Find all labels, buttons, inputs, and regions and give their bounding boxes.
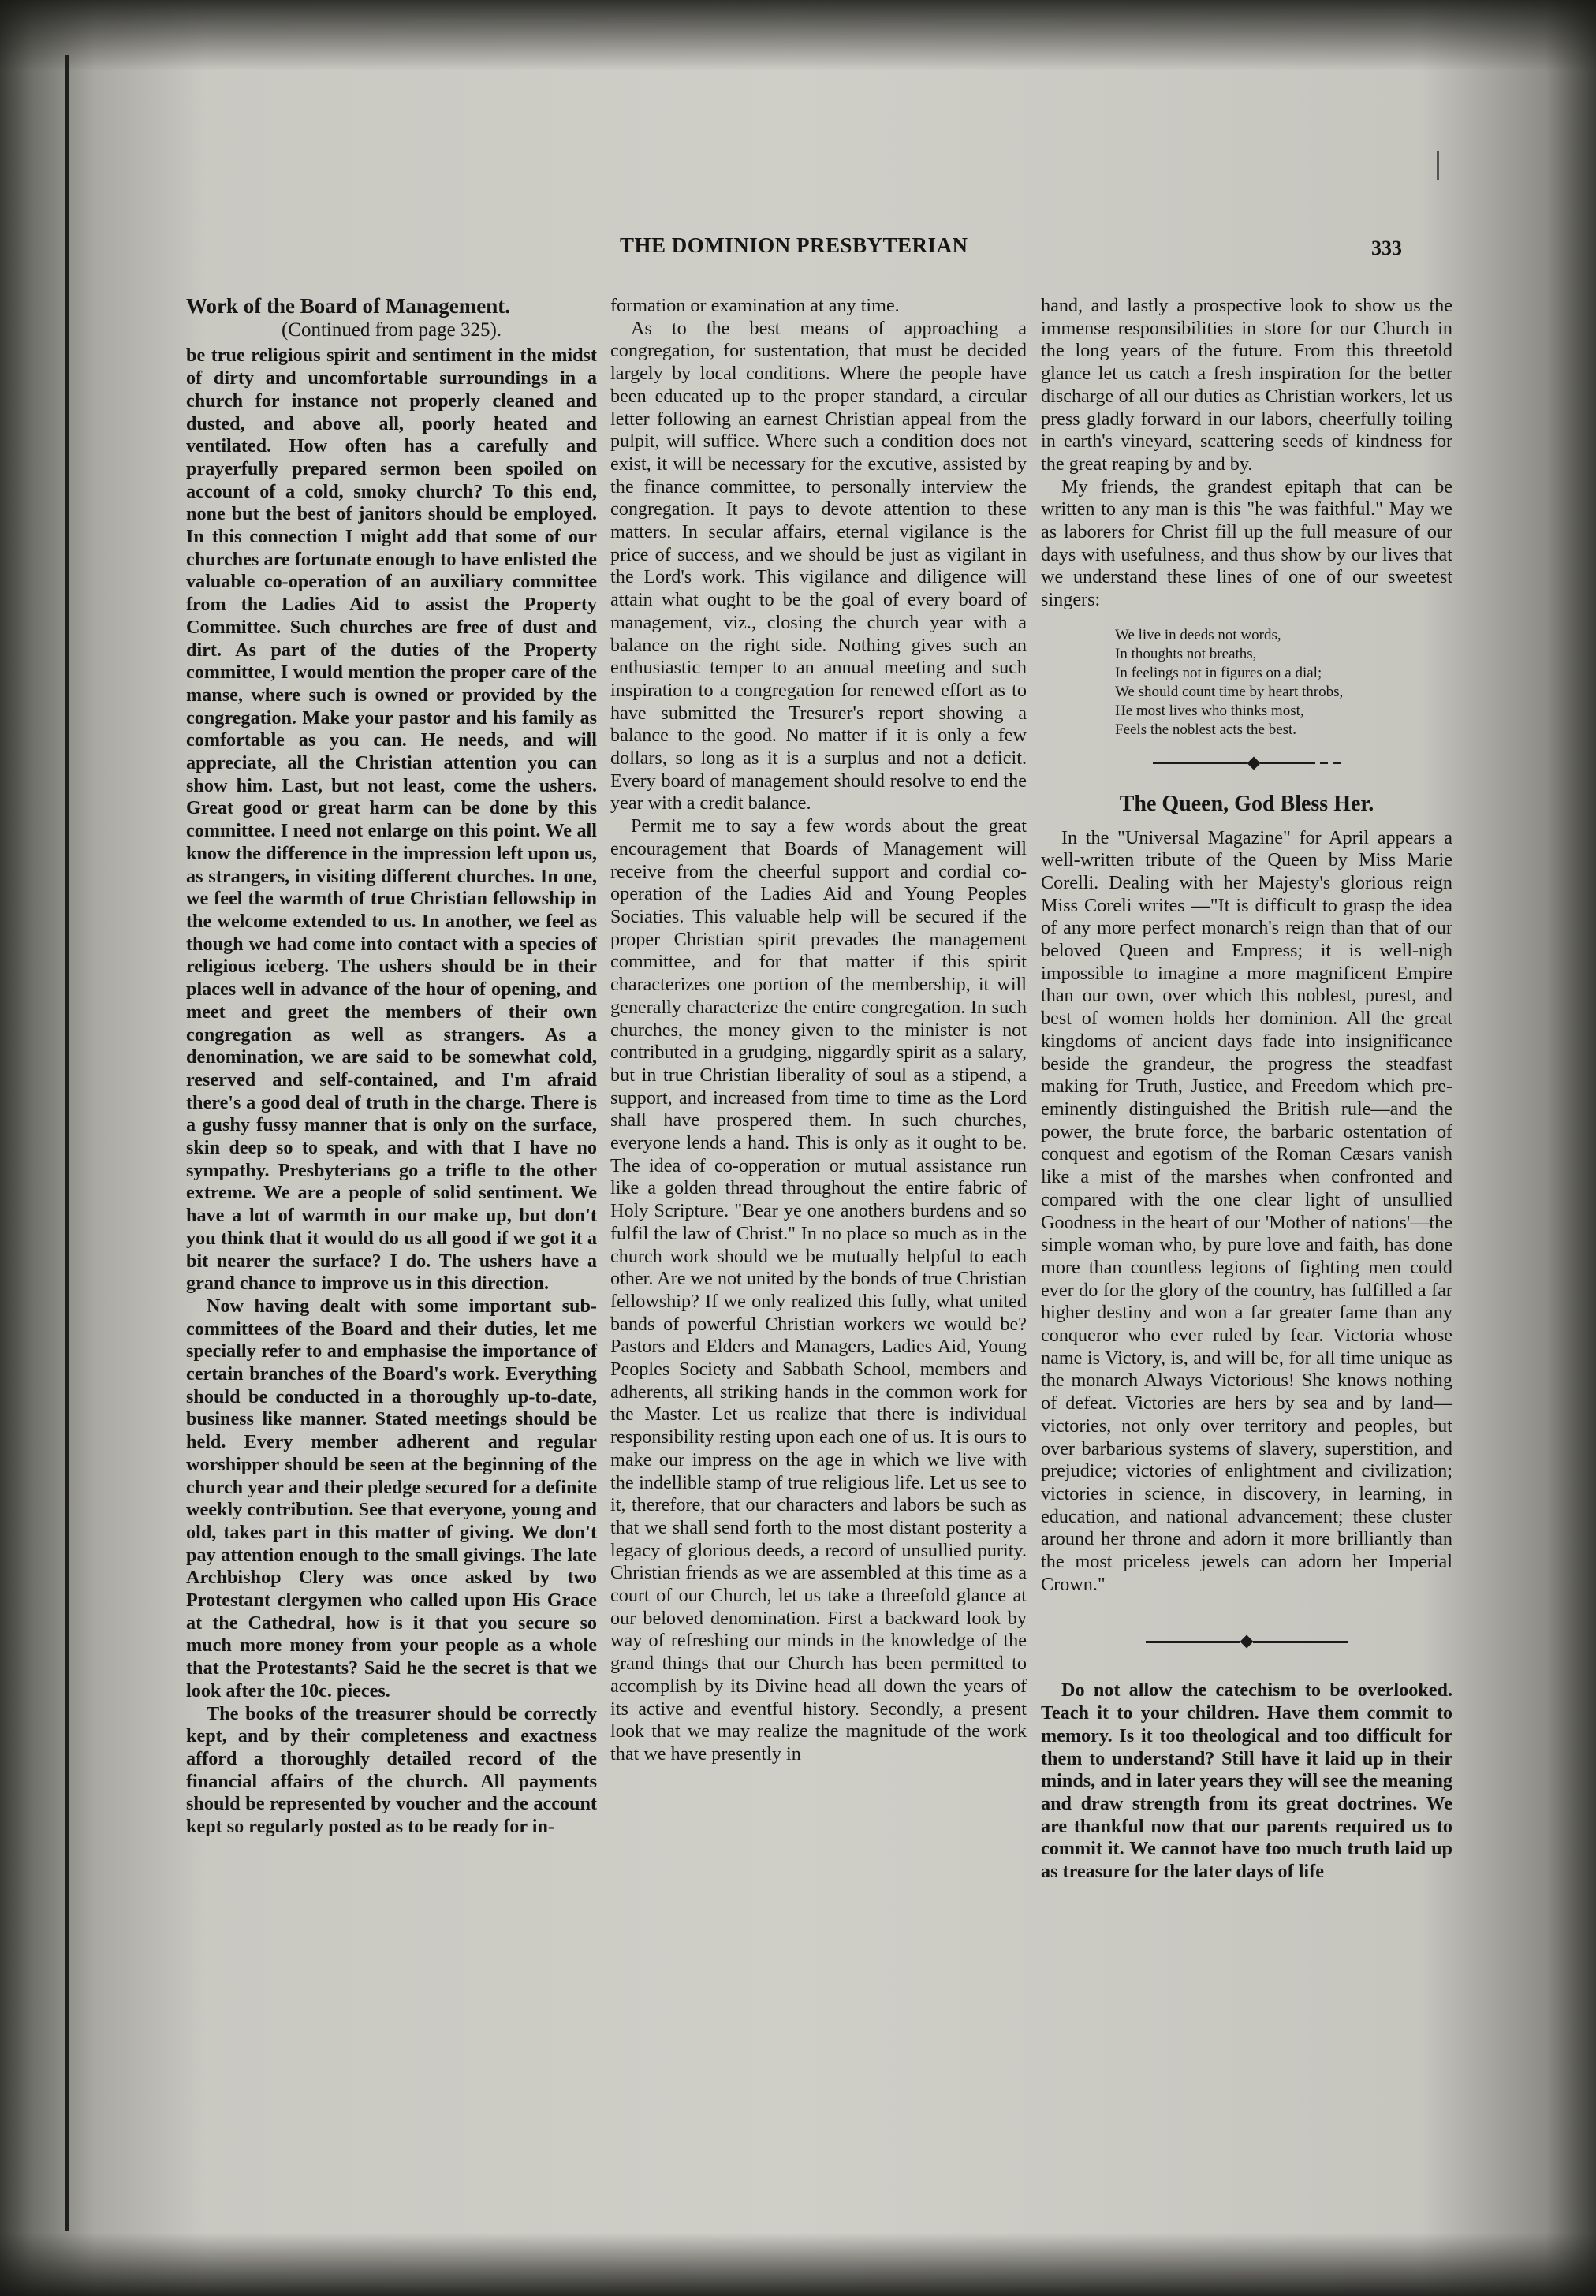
poem-line: In feelings not in figures on a dial; (1115, 664, 1322, 681)
paragraph: be true religious spirit and sentiment in the midst of dirty and uncomfortable surroundings in a church for instance not properly cleaned and dusted, and above all, poorly heated and ventilated. How often has a carefully and prayerfully prepared sermon been spoiled on account of a cold, smoky church? To this end, none but the best of janitors should be employed. In this connection I might add that some of our churches are fortunate enough to have enlisted the valuable co-operation of an auxiliary committee from the Ladies Aid to assist the Property Committee. Such churches are free of dust and dirt. As part of the duties of the Property committee, I would mention the proper care of the manse, where such is owned or provided by the congregation. Make your pastor and his family as comfortable as you can. He needs, and will appreciate, all the Christian attention you can show him. Last, but not least, come the ushers. Great good or great harm can be done by this committee. I need not enlarge on this point. We all know the difference in the impression left upon us, as strangers, in visiting different churches. In one, we feel the warmth of true Christian fellowship in the welcome extended to us. In another, we feel as though we had come into contact with a species of religious iceberg. The ushers should be in their places well in advance of the hour of opening, and meet and greet the members of their own congregation as well as strangers. As a denomination, we are said to be somewhat cold, reserved and self-contained, and I'm afraid there's a good deal of truth in the charge. There is a gushy fussy manner that is only on the surface, skin deep so to speak, and with that I have no sympathy. Presbyterians go a trifle to the other extreme. We are a people of solid sentiment. We have a lot of warmth in our make up, but don't you think that it would do us all good if we got it a bit nearer the surface? I do. The ushers have a grand chance to improve us in this direction. (186, 345, 597, 1295)
queen-heading: The Queen, God Bless Her. (1119, 791, 1374, 816)
continued-note: (Continued from page 325). (281, 319, 502, 341)
article-heading: Work of the Board of Management. (186, 294, 510, 318)
column-1 (186, 295, 597, 1839)
paragraph: My friends, the grandest epitaph that can be written to any man is this "he was faithful." May we as laborers for Christ fill up the full measure of our days with usefulness, and thus show by our lives that we understand these lines of one of our sweetest singers: (1041, 475, 1452, 611)
paragraph: The books of the treasurer should be correctly kept, and by their completeness and exactness afford a thoroughly detailed record of the financial affairs of the church. All payments should be represented by voucher and the account kept so regularly posted as to be ready for in- (186, 1702, 597, 1838)
page-binding-edge (65, 55, 69, 2231)
page-number: 333 (1371, 237, 1402, 259)
paragraph: In the "Universal Magazine" for April appears a well-written tribute of the Queen by Miss Marie Corelli. Dealing with her Majesty's glorious reign Miss Coreli writes —"It is difficult to grasp the idea of any more perfect monarch's reign than that of our beloved Queen and Empress; it is well-nigh impossible to imagine a more magnificent Empire than our own, over which this noblest, purest, and best of women holds her dominion. All the great kingdoms of ancient days fade into insignificance beside the grandeur, the progress the steadfast making for Truth, Justice, and Freedom which pre-eminently distinguished the British rule—and the power, the brute force, the barbaric ostentation of conquest and egotism of the Roman Cæsars vanish like a mist of the marshes when confronted and compared with the one clear light of unsullied Goodness in the heart of our 'Mother of nations'—the simple woman who, by pure love and faith, has done more than countless legions of fighting men could ever do for the glory of the country, has fulfilled a far higher destiny and won a far greater fame than any conqueror who ever ruled by fear. Victoria whose name is Victory, is, and will be, for all time unique as the monarch Always Victorious! She knows nothing of defeat. Victories are hers by sea and by land—victories, not only over territory and peoples, but over barbarious systems of slavery, superstition, and prejudice; victories of enlightment and civilization; victories in science, in discovery, in learning, in education, and national advancement; these cluster around her throne and adorn it more brilliantly than the most priceless jewels can adorn her Imperial Crown." (1041, 826, 1452, 1595)
section-divider (1041, 752, 1452, 774)
poem-line: In thoughts not breaths, (1115, 645, 1257, 662)
column-2 (610, 295, 1027, 1766)
section-divider (1041, 1631, 1452, 1653)
paragraph: hand, and lastly a prospective look to show us the immense responsibilities in store for our Church in the long years of the future. From this threetold glance let us catch a fresh inspiration for the better discharge of all our duties as Christian workers, let us press gladly forward in our labors, cheerfully toiling in earth's vineyard, scattering seeds of kindness for the great reaping by and by. (1041, 295, 1452, 475)
running-header: THE DOMINION PRESBYTERIAN (620, 233, 968, 257)
poem-line: He most lives who thinks most, (1115, 702, 1304, 719)
poem-line: We should count time by heart throbs, (1115, 683, 1344, 700)
catechism-paragraph: Do not allow the catechism to be overlooked. Teach it to your children. Have them commit to memory. Is it too theological and too difficult for them to understand? Still have it laid up in their minds, and in later years they will see the meaning and draw strength from its great doctrines. We are thankful now that our parents required us to commit it. We cannot have too much truth laid up as treasure for the later days of life (1041, 1679, 1452, 1883)
paragraph: As to the best means of approaching a congregation, for sustentation, that must be decided largely by local conditions. Where the people have been educated up to the proper standard, a circular letter following an earnest Christian appeal from the pulpit, will suffice. Where such a condition does not exist, it will be necessary for the excutive, assisted by the finance committee, to personally interview the congregation. It pays to devote attention to these matters. In secular affairs, eternal vigilance is the price of success, and we should be just as vigilant in the Lord's work. This vigilance and diligence will attain what ought to be the goal of every board of management, viz., closing the church year with a balance on the right side. Nothing gives such an enthusiastic temper to an annual meeting and such inspiration to a congregation for renewed effort as to have submitted the Tresurer's report showing a balance to the good. No matter if it is only a few dollars, so long as it is a surplus and not a deficit. Every board of management should resolve to end the year with a credit balance. (610, 317, 1027, 814)
paragraph: Permit me to say a few words about the great encouragement that Boards of Management will receive from the cheerful support and cordial co-operation of the Ladies Aid and Young Peoples Sociaties. This valuable help will be secured if the proper Christian spirit prevades the management committee, and for that matter if this spirit characterizes one portion of the membership, it will generally characterize the entire congregation. In such churches, the money given to the minister is not contributed in a grudging, niggardly spirit as a salary, but in true Christian liberality of soul as a stipend, a support, and increased from time to time as the Lord shall have prospered them. In such churches, everyone lends a hand. This is only as it ought to be. The idea of co-opperation or mutual assistance run like a golden thread throughout the entire fabric of Holy Scripture. "Bear ye one anothers burdens and so fulfil the law of Christ." In no place so much as in the church work should we be mutually helpful to each other. Are we not united by the bonds of true Christian fellowship? If we only realized this fully, what united bands of powerful Christian workers we would be? Pastors and Elders and Managers, Ladies Aid, Young Peoples Society and Sabbath School, members and adherents, all striking hands in the common work for the Master. Let us realize that there is individual responsibility resting upon each one of us. It is ours to make our impress on the age in which we live with the indellible stamp of true religious life. Let us see to it, therefore, that our characters and labors be such as that we shall send forth to the most distant posterity a legacy of glorious deeds, a record of unsullied purity. Christian friends as we are assembled at this time as a court of our Church, let us take a threefold glance at our beloved denomination. First a backward look by way of refreshing our minds in the knowledge of the grand things that our Church has been permitted to accomplish by its Divine head all down the years of its active and eventful history. Secondly, a present look that we may realize the magnitude of the work that we have presently in (610, 815, 1027, 1765)
paragraph: formation or examination at any time. (610, 295, 900, 316)
paragraph: Now having dealt with some important sub-committees of the Board and their duties, let me specially refer to and emphasise the importance of certain branches of the Board's work. Everything should be conducted in a thoroughly up-to-date, business like manner. Stated meetings should be held. Every member adherent and regular worshipper should be seen at the beginning of the church year and their pledge secured for a definite weekly contribution. See that everyone, young and old, takes part in this matter of giving. We don't pay attention enough to the small givings. The late Archbishop Clery was once asked by two Protestant clergymen who called upon His Grace at the Cathedral, how is it that you secure so much more money from your people as a whole that the Protestants? Said he the secret is that we look after the 10c. pieces. (186, 1295, 597, 1702)
scan-speck (1437, 151, 1439, 180)
poem-line: We live in deeds not words, (1115, 626, 1281, 643)
top-scan-shadow (0, 0, 1596, 71)
column-3 (1041, 295, 1452, 1884)
poem-line: Feels the noblest acts the best. (1115, 721, 1297, 738)
poem (1115, 626, 1452, 740)
bottom-scan-shadow (0, 2233, 1596, 2296)
